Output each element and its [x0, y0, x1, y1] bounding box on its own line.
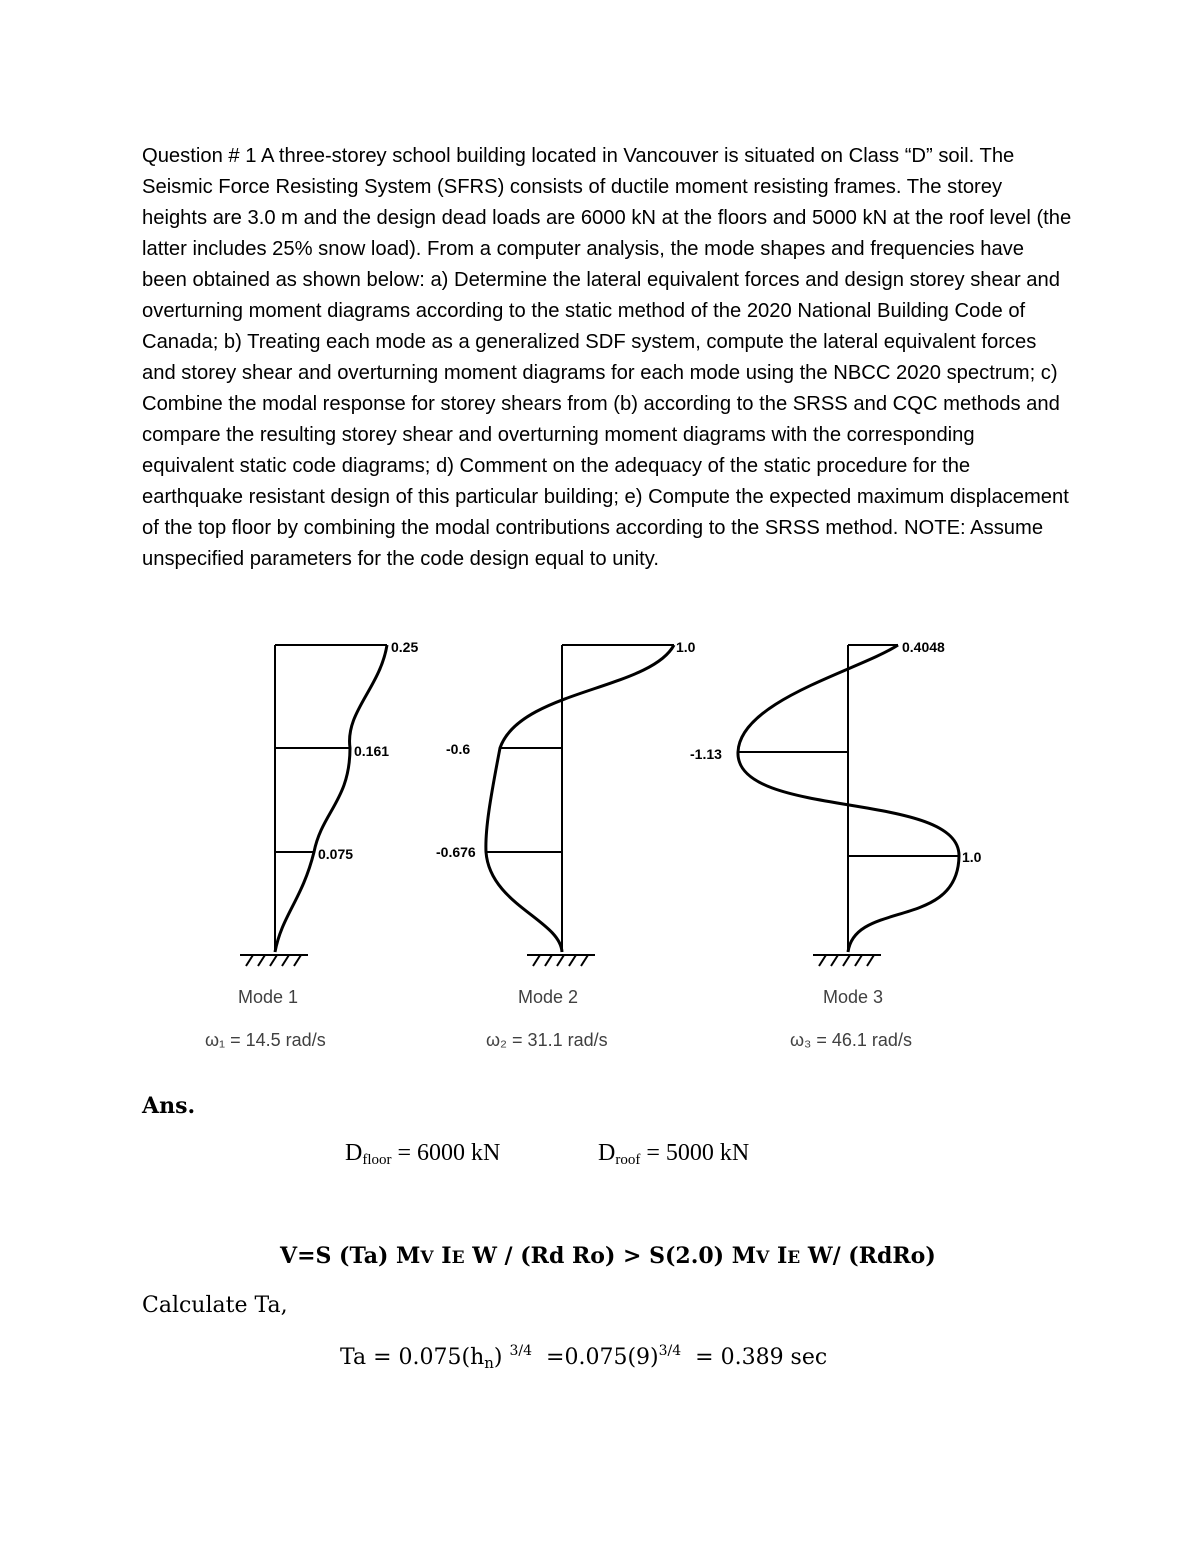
- calculate-ta-label: Calculate Ta,: [142, 1293, 288, 1318]
- ta-result: = 0.389 sec: [695, 1345, 828, 1370]
- answer-heading: Ans.: [142, 1093, 196, 1119]
- mode3-roof-value: 0.4048: [902, 639, 945, 655]
- roof-load-value: = 5000 kN: [646, 1140, 750, 1166]
- mode3-fixed-support: [813, 955, 881, 966]
- mode2-floor1-value: -0.676: [436, 844, 476, 860]
- mode3-caption: Mode 3: [823, 987, 884, 1007]
- formula-subscript: E: [787, 1248, 801, 1268]
- mode2-fixed-support: [527, 955, 595, 966]
- base-shear-formula: [280, 1243, 936, 1269]
- ta-equation: [340, 1343, 827, 1372]
- floor-load-symbol: D: [345, 1140, 363, 1166]
- floor-dead-load: [345, 1140, 500, 1169]
- roof-load-symbol: D: [598, 1140, 616, 1166]
- mode2-floor2-value: -0.6: [446, 741, 471, 757]
- mode3-frequency: ω₃ = 46.1 rad/s: [790, 1030, 912, 1050]
- mode1-frequency: ω₁ = 14.5 rad/s: [205, 1030, 326, 1050]
- mode1-caption: Mode 1: [238, 987, 299, 1007]
- ta-exponent: 3/4: [509, 1343, 533, 1359]
- mode1-fixed-support: [240, 955, 308, 966]
- question-text: Question # 1 A three-storey school building located in Vancouver is situated on Class “D” soil. The Seismic Force Resisting System (SFRS) consists of ductile moment resisting frames. The storey heights are 3.0 m and the design dead loads are 6000 kN at the floors and 5000 kN at the roof level (the latter includes 25% snow load). From a computer analysis, the mode shapes and frequencies have been obtained as shown below: a) Determine the lateral equivalent forces and design storey shear and overturning moment diagrams according to the static method of the 2020 National Building Code of Canada; b) Treating each mode as a generalized SDF system, compute the lateral equivalent forces and storey shear and overturning moment diagrams for each mode using the NBCC 2020 spectrum; c) Combine the modal response for storey shears from (b) according to the SRSS and CQC methods and compare the resulting storey shear and overturning moment diagrams with the corresponding equivalent static code diagrams; d) Comment on the adequacy of the static procedure for the earthquake resistant design of this particular building; e) Compute the expected maximum displacement of the top floor by combining the modal contributions according to the SRSS method. NOTE: Assume unspecified parameters for the code design equal to unity.: [142, 145, 1072, 570]
- mode2-roof-value: 1.0: [676, 639, 696, 655]
- ta-part: =0.075(9): [546, 1345, 659, 1370]
- ta-part: ): [493, 1345, 503, 1370]
- formula-part: V=S (Ta) M: [280, 1243, 421, 1269]
- mode3-floor1-value: 1.0: [962, 849, 982, 865]
- mode2-frequency: ω₂ = 31.1 rad/s: [486, 1030, 608, 1050]
- ta-part: Ta = 0.075(h: [340, 1345, 485, 1370]
- mode1-roof-value: 0.25: [391, 639, 419, 655]
- roof-dead-load: [598, 1140, 749, 1169]
- formula-part: I: [769, 1243, 788, 1269]
- floor-load-subscript: floor: [362, 1152, 392, 1168]
- formula-part: I: [433, 1243, 452, 1269]
- ta-subscript: n: [484, 1354, 494, 1372]
- mode2-shape-curve: [486, 645, 674, 952]
- ta-exponent: 3/4: [658, 1343, 682, 1359]
- formula-subscript: V: [420, 1248, 434, 1268]
- formula-subscript: V: [756, 1248, 770, 1268]
- roof-load-subscript: roof: [615, 1152, 641, 1168]
- mode1-floor1-value: 0.075: [318, 846, 354, 862]
- formula-subscript: E: [451, 1248, 465, 1268]
- mode2-caption: Mode 2: [518, 987, 579, 1007]
- mode3-floor2-value: -1.13: [690, 746, 722, 762]
- formula-part: W/ (RdRo): [800, 1243, 936, 1269]
- floor-load-value: = 6000 kN: [397, 1140, 501, 1166]
- mode1-floor2-value: 0.161: [354, 743, 390, 759]
- formula-part: W / (Rd Ro) > S(2.0) M: [464, 1243, 757, 1269]
- mode1-shape-curve: [275, 645, 390, 952]
